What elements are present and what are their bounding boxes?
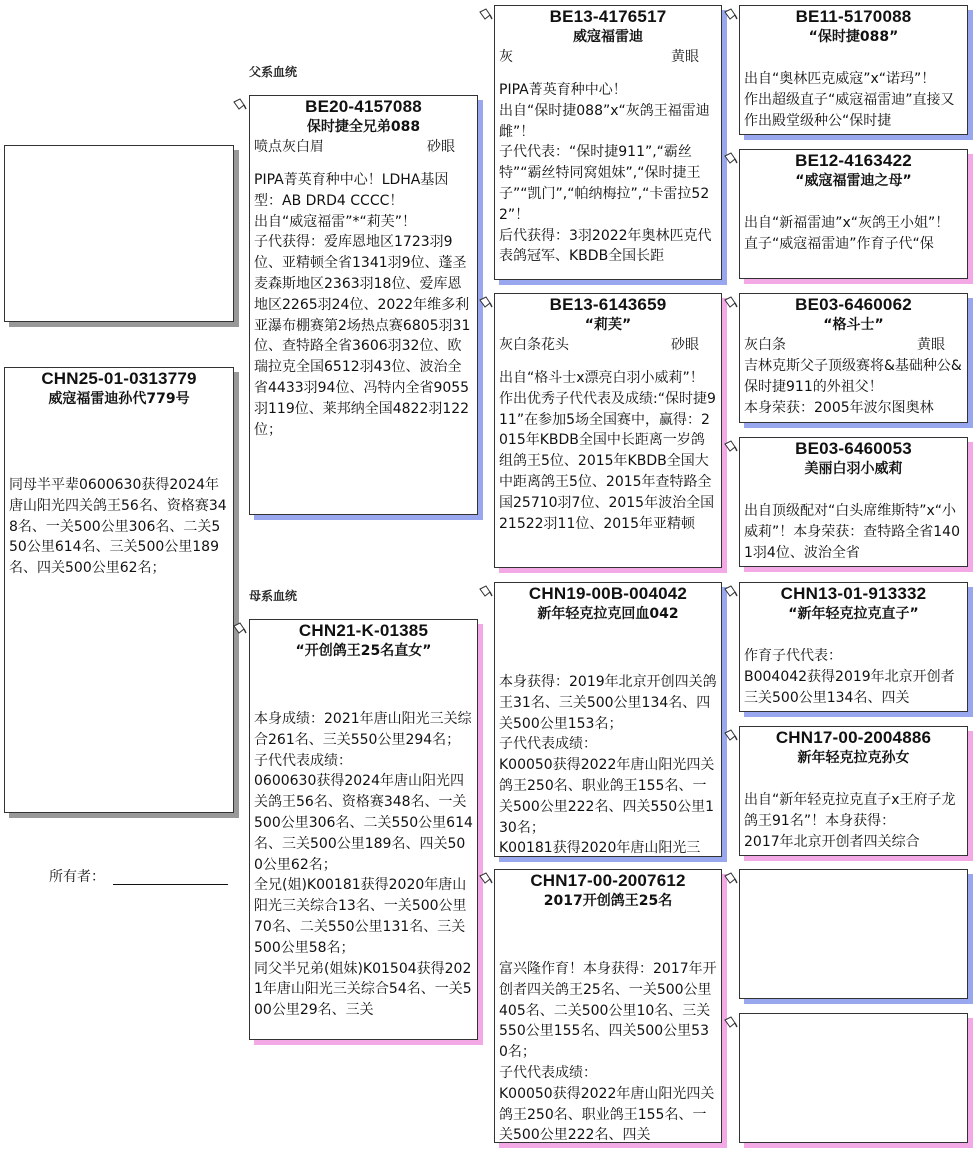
ring-number: BE03-6460053 <box>795 439 912 458</box>
sire-card[interactable] <box>249 95 478 515</box>
pigeon-name: 保时捷全兄弟088 <box>306 119 421 135</box>
pigeon-description: 富兴隆作育！本身获得：2017年开创者四关鸽王25名、一关500公里405名、二关500公里10名、三关550公里155名、四关500公里530名； 子代代表成绩： K00050获得2022年唐山阳光四关鸽王250名、职业鸽王155名、一关500公里222名、四关 <box>499 961 717 1143</box>
traits-row <box>499 47 717 68</box>
eye-type: 黄眼 <box>671 49 699 65</box>
paint-bucket-icon[interactable] <box>723 727 739 743</box>
feather-color: 灰 <box>499 49 513 65</box>
pigeon-name: 2017开创鸽王25名 <box>543 893 673 909</box>
feather-color: 灰白条 <box>744 337 786 353</box>
paint-bucket-icon[interactable] <box>232 620 248 636</box>
pigeon-name: 新年轻克拉克孙女 <box>797 750 910 766</box>
pigeon-name: “格斗士” <box>823 317 884 333</box>
paint-bucket-icon[interactable] <box>723 870 739 886</box>
pigeon-description: 出自“新年轻克拉克直子x王府子龙鸽王91名”！本身获得： 2017年北京开创者四关综合 <box>744 792 956 850</box>
pigeon-name: 美丽白羽小威莉 <box>804 461 903 477</box>
pigeon-name: “新年轻克拉克直子” <box>788 606 919 622</box>
dam-dam-card[interactable] <box>494 869 722 1143</box>
pigeon-description: 出自“奥林匹克威寇”x“诺玛”！ 作出超级直子“威寇福雷迪”直接又作出殿堂级种公“保时捷 <box>744 71 955 129</box>
pigeon-description: 同母半平辈0600630获得2024年唐山阳光四关鸽王56名、资格赛348名、一关500公里306名、二关550公里614名、三关500公里189名、四关500公里62名； <box>9 477 227 577</box>
gen4-card[interactable] <box>739 293 968 423</box>
subject-pigeon-card <box>4 367 234 813</box>
pigeon-description: PIPA菁英育种中心！LDHA基因型：AB DRD4 CCCC！ 出自“威寇福雷”*“莉芙”！ 子代获得：爱库恩地区1723羽9位、亚精顿全省1341羽9位、蓬圣麦森斯地区2363羽18位、爱库恩地区2265羽24位、2022年维多利亚瀑布棚赛第2场热点赛6805羽31位、查特路全省3606羽32位、欧瑞拉克全国6512羽43位、波治全省4433羽94位、冯特内全省9055羽119位、莱邦纳全国4822羽122位； <box>254 172 471 438</box>
paint-bucket-icon[interactable] <box>478 870 494 886</box>
ring-number: BE13-6143659 <box>549 295 667 314</box>
pigeon-description: 出自“新福雷迪”x“灰鸽王小姐”！ 直子“威寇福雷迪”作育子代“保 <box>744 215 950 252</box>
pigeon-description: 本身获得：2019年北京开创四关鸽王31名、三关500公里134名、四关500公里153名； 子代代表成绩： K00050获得2022年唐山阳光四关鸽王250名、职业鸽王155名、一关500公里222名、四关550公里130名； K00181获得2020年唐山阳光三 <box>499 674 717 857</box>
gen4-card[interactable] <box>739 726 968 856</box>
pigeon-name: 新年轻克拉克回血042 <box>537 606 679 622</box>
ring-number: BE12-4163422 <box>795 151 912 170</box>
sire-dam-card[interactable] <box>494 293 722 568</box>
ring-number: CHN17-00-2004886 <box>775 728 932 747</box>
gen4-card[interactable] <box>739 149 968 279</box>
paint-bucket-icon[interactable] <box>478 6 494 22</box>
dam-line-label: 母系血统 <box>249 589 298 603</box>
paint-bucket-icon[interactable] <box>478 583 494 599</box>
sire-sire-card[interactable] <box>494 5 722 280</box>
pigeon-description: 出自顶级配对“白头席维斯特”x“小威莉”！本身荣获：查特路全省1401羽4位、波治全省 <box>744 503 960 561</box>
pigeon-name: “开创鸽王25名直女” <box>295 643 432 659</box>
feather-color: 喷点灰白眉 <box>254 139 324 155</box>
ring-number: CHN19-00B-004042 <box>528 584 688 603</box>
pigeon-name: “威寇福雷迪之母” <box>795 173 912 189</box>
ring-number: CHN13-01-913332 <box>780 584 927 603</box>
gen4-card[interactable] <box>739 5 968 135</box>
ring-number: BE03-6460062 <box>795 295 912 314</box>
traits-row <box>744 335 963 356</box>
paint-bucket-icon[interactable] <box>478 294 494 310</box>
paint-bucket-icon[interactable] <box>723 150 739 166</box>
pigeon-name: “保时捷088” <box>808 29 899 45</box>
pigeon-name: “莉芙” <box>584 317 632 333</box>
pigeon-description: PIPA菁英育种中心！ 出自“保时捷088”x“灰鸽王福雷迪雌”！ 子代代表：“保时捷911”,“霸丝特”“霸丝特同窝姐妹”,“保时捷王子”“凯门”,“帕纳梅拉”,“卡雷拉522”！ 后代获得：3羽2022年奥林匹克代表鸽冠军、KBDB全国长距 <box>499 82 712 265</box>
paint-bucket-icon[interactable] <box>723 6 739 22</box>
feather-color: 灰白条花头 <box>499 337 569 353</box>
pigeon-description: 出自“格斗士x漂亮白羽小威莉”！作出优秀子代代表及成绩:“保时捷911”在参加5场全国赛中，赢得：2015年KBDB全国中长距离一岁鸽组鸽王5位、2015年KBDB全国大中距离鸽王5位、2015年查特路全国25710羽7位、2015年波治全国21522羽11位、2015年亚精顿 <box>499 370 716 532</box>
dam-sire-card[interactable] <box>494 582 722 857</box>
paint-bucket-icon[interactable] <box>723 294 739 310</box>
paint-bucket-icon[interactable] <box>723 583 739 599</box>
ring-number: CHN21-K-01385 <box>298 621 429 640</box>
pigeon-description: 本身成绩：2021年唐山阳光三关综合261名、三关550公里294名； 子代代表成绩： 0600630获得2024年唐山阳光四关鸽王56名、资格赛348名、一关500公里306名、二关550公里614名、三关500公里189名、四关500公里62名； 全兄(姐)K00181获得2020年唐山阳光三关综合13名、一关500公里70名、二关550公里131名、三关500公里58名； 同父半兄弟(姐妹)K01504获得2021年唐山阳光三关综合54名、一关500公里29名、三关 <box>254 711 473 1019</box>
owner-label: 所有者： <box>49 869 105 885</box>
dam-card[interactable] <box>249 619 478 1040</box>
gen4-card[interactable] <box>739 582 968 712</box>
gen4-card-empty[interactable] <box>739 1013 968 1143</box>
ring-number: CHN17-00-2007612 <box>530 871 686 890</box>
pigeon-name: 威寇福雷迪孙代779号 <box>48 391 190 407</box>
traits-row <box>254 137 473 158</box>
gen4-card-empty[interactable] <box>739 869 968 999</box>
owner-signature-line <box>113 884 228 885</box>
pigeon-description: 作育子代代表： B004042获得2019年北京开创者三关500公里134名、四关 <box>744 648 955 706</box>
ring-number: CHN25-01-0313779 <box>41 369 197 388</box>
traits-row <box>499 335 717 356</box>
paint-bucket-icon[interactable] <box>723 438 739 454</box>
eye-type: 砂眼 <box>671 337 699 353</box>
photo-placeholder <box>4 145 234 322</box>
pigeon-name: 威寇福雷迪 <box>573 29 643 45</box>
ring-number: BE20-4157088 <box>305 97 422 116</box>
eye-type: 黄眼 <box>917 337 945 353</box>
ring-number: BE13-4176517 <box>549 7 667 26</box>
ring-number: BE11-5170088 <box>795 7 912 26</box>
sire-line-label: 父系血统 <box>249 65 298 79</box>
gen4-card[interactable] <box>739 437 968 567</box>
paint-bucket-icon[interactable] <box>232 96 248 112</box>
pigeon-description: 吉林克斯父子顶级赛将&基础种公&保时捷911的外祖父！ 本身荣获：2005年波尔图奥林 <box>744 358 962 416</box>
paint-bucket-icon[interactable] <box>723 1014 739 1030</box>
eye-type: 砂眼 <box>427 139 455 155</box>
